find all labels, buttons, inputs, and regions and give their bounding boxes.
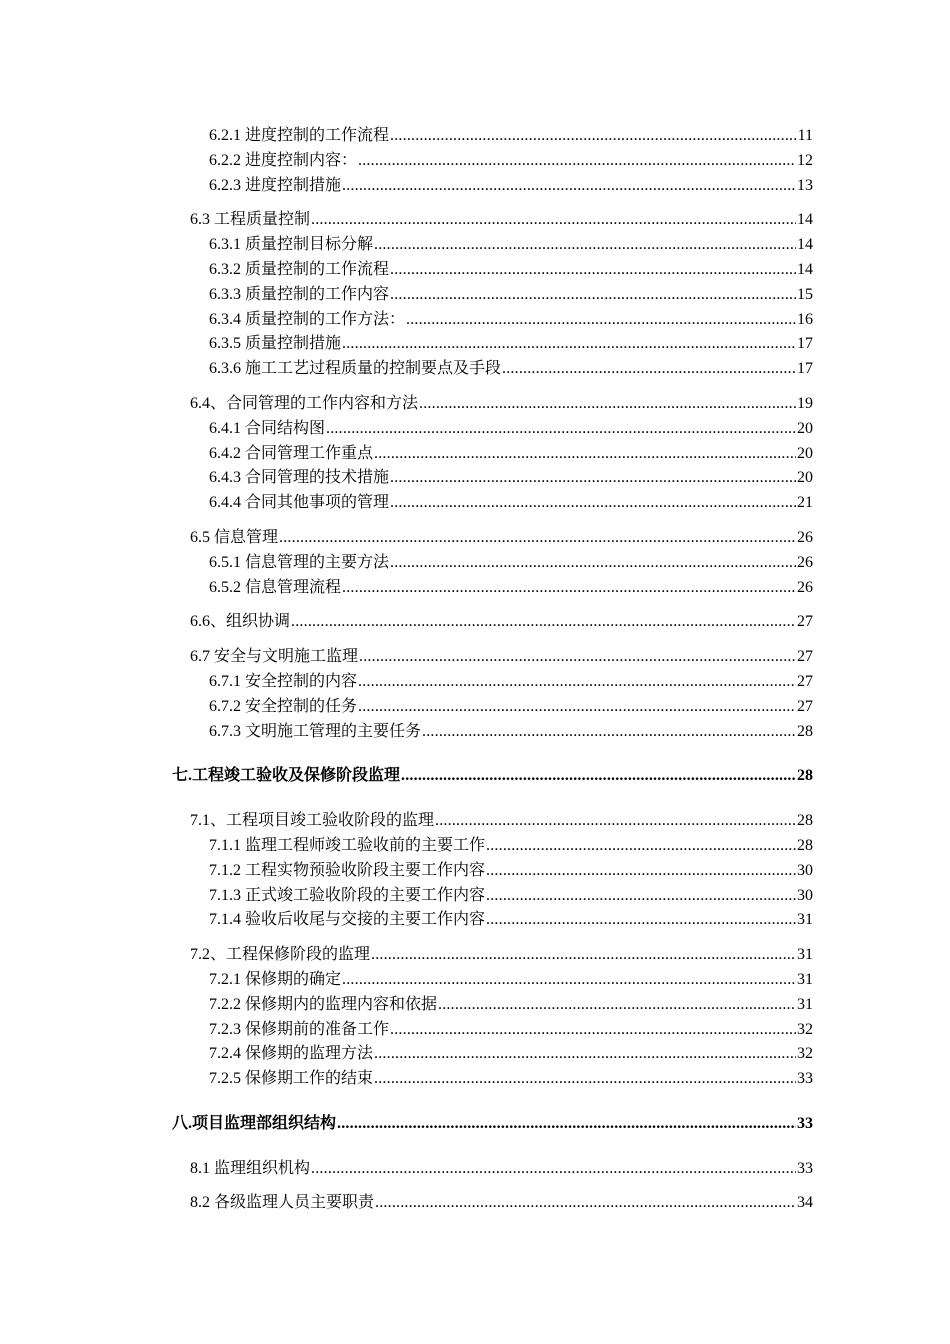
- toc-entry[interactable]: [190, 1157, 813, 1182]
- toc-entry-title: 6.3 工程质量控制: [190, 211, 311, 229]
- toc-entry-page-number: 31: [797, 970, 813, 988]
- toc-entry[interactable]: [209, 859, 813, 884]
- toc-entry[interactable]: [172, 764, 813, 789]
- toc-dot-leader: [390, 466, 796, 491]
- toc-entry-title: 8.2 各级监理人员主要职责: [190, 1194, 375, 1212]
- toc-entry[interactable]: [172, 1112, 813, 1137]
- toc-dot-leader: [326, 417, 796, 442]
- toc-entry-title: 6.4.2 合同管理工作重点: [209, 444, 374, 462]
- toc-entry-title: 6.5 信息管理: [190, 528, 279, 546]
- toc-entry-title: 6.4、合同管理的工作内容和方法: [190, 394, 419, 412]
- toc-dot-leader: [342, 174, 796, 199]
- toc-entry[interactable]: [209, 834, 813, 859]
- toc-entry-page-number: 30: [797, 861, 813, 879]
- toc-entry-title: 6.4.1 合同结构图: [209, 419, 326, 437]
- toc-entry-page-number: 26: [797, 578, 813, 596]
- toc-entry[interactable]: [209, 670, 813, 695]
- toc-entry-title: 6.3.1 质量控制目标分解: [209, 236, 374, 254]
- toc-entry-page-number: 26: [797, 528, 813, 546]
- toc-entry[interactable]: [190, 610, 813, 635]
- toc-entry-title: 6.2.1 进度控制的工作流程: [209, 127, 390, 144]
- toc-entry-title: 7.2.1 保修期的确定: [209, 970, 342, 988]
- toc-entry[interactable]: [209, 442, 813, 467]
- toc-dot-leader: [342, 968, 796, 993]
- toc-entry[interactable]: [190, 526, 813, 551]
- toc-entry-page-number: 33: [797, 1070, 813, 1088]
- toc-entry-title: 6.7.1 安全控制的内容: [209, 672, 358, 690]
- toc-entry[interactable]: [209, 695, 813, 720]
- toc-entry[interactable]: [209, 233, 813, 258]
- toc-entry-title: 6.7 安全与文明施工监理: [190, 648, 359, 666]
- toc-entry[interactable]: [209, 1042, 813, 1067]
- toc-dot-leader: [374, 1042, 796, 1067]
- toc-entry-title: 7.1.2 工程实物预验收阶段主要工作内容: [209, 861, 486, 879]
- toc-entry-page-number: 31: [797, 946, 813, 964]
- toc-entry-title: 7.1、工程项目竣工验收阶段的监理: [190, 812, 435, 830]
- toc-entry-page-number: 21: [797, 494, 813, 512]
- toc-dot-leader: [374, 1067, 796, 1092]
- toc-entry-page-number: 28: [797, 722, 813, 740]
- toc-dot-leader: [406, 308, 796, 333]
- toc-entry-page-number: 31: [797, 911, 813, 929]
- toc-entry[interactable]: [190, 1191, 813, 1216]
- toc-entry-page-number: 20: [797, 444, 813, 462]
- toc-dot-leader: [502, 357, 796, 382]
- toc-dot-leader: [291, 610, 796, 635]
- toc-entry-page-number: 28: [797, 836, 813, 854]
- toc-entry-title: 八.项目监理部组织结构: [172, 1114, 337, 1132]
- toc-dot-leader: [342, 332, 796, 357]
- toc-entry-title: 6.4.3 合同管理的技术措施: [209, 469, 390, 487]
- toc-entry-title: 7.2.5 保修期工作的结束: [209, 1070, 374, 1088]
- toc-dot-leader: [486, 884, 796, 909]
- toc-entry[interactable]: [209, 720, 813, 745]
- toc-entry-page-number: 28: [797, 767, 813, 785]
- toc-dot-leader: [390, 1018, 796, 1043]
- toc-entry-title: 6.5.2 信息管理流程: [209, 578, 342, 596]
- toc-entry[interactable]: [190, 645, 813, 670]
- toc-entry-page-number: 16: [797, 310, 813, 328]
- toc-entry-title: 6.4.4 合同其他事项的管理: [209, 494, 390, 512]
- toc-entry-page-number: 20: [797, 469, 813, 487]
- toc-dot-leader: [279, 526, 796, 551]
- toc-entry-page-number: 13: [797, 176, 813, 194]
- toc-entry[interactable]: [209, 466, 813, 491]
- toc-entry[interactable]: [209, 308, 813, 333]
- toc-dot-leader: [401, 764, 796, 789]
- toc-dot-leader: [371, 943, 796, 968]
- toc-entry[interactable]: [209, 357, 813, 382]
- toc-entry-page-number: 26: [797, 553, 813, 571]
- toc-dot-leader: [390, 124, 797, 149]
- toc-entry[interactable]: [209, 417, 813, 442]
- toc-dot-leader: [374, 442, 796, 467]
- toc-entry-page-number: 31: [797, 995, 813, 1013]
- toc-entry-page-number: 11: [797, 127, 813, 144]
- toc-dot-leader: [486, 834, 796, 859]
- toc-entry-page-number: 12: [797, 151, 813, 169]
- toc-entry-page-number: 17: [797, 335, 813, 353]
- toc-entry[interactable]: [190, 943, 813, 968]
- toc-dot-leader: [390, 283, 796, 308]
- toc-entry-page-number: 32: [797, 1020, 813, 1038]
- toc-entry[interactable]: [209, 149, 813, 174]
- toc-entry[interactable]: [209, 993, 813, 1018]
- toc-entry[interactable]: [209, 1018, 813, 1043]
- toc-entry-page-number: 14: [797, 211, 813, 229]
- toc-entry-page-number: 15: [797, 285, 813, 303]
- toc-dot-leader: [358, 149, 796, 174]
- toc-entry-page-number: 14: [797, 260, 813, 278]
- toc-entry-title: 6.5.1 信息管理的主要方法: [209, 553, 390, 571]
- toc-entry-title: 6.6、组织协调: [190, 613, 291, 631]
- toc-entry[interactable]: [209, 258, 813, 283]
- toc-dot-leader: [435, 809, 796, 834]
- toc-entry-title: 6.3.5 质量控制措施: [209, 335, 342, 353]
- toc-entry-page-number: 20: [797, 419, 813, 437]
- toc-entry[interactable]: [190, 392, 813, 417]
- toc-entry-page-number: 27: [797, 613, 813, 631]
- toc-dot-leader: [486, 859, 796, 884]
- toc-entry-title: 7.1.4 验收后收尾与交接的主要工作内容: [209, 911, 486, 929]
- toc-dot-leader: [438, 993, 796, 1018]
- toc-entry[interactable]: [209, 491, 813, 516]
- toc-entry[interactable]: [209, 968, 813, 993]
- toc-dot-leader: [358, 670, 796, 695]
- toc-dot-leader: [311, 208, 796, 233]
- toc-entry-title: 6.3.6 施工工艺过程质量的控制要点及手段: [209, 360, 502, 378]
- toc-entry[interactable]: [209, 174, 813, 199]
- toc-dot-leader: [358, 695, 796, 720]
- toc-entry-page-number: 33: [797, 1159, 813, 1177]
- toc-entry-title: 七.工程竣工验收及保修阶段监理: [172, 767, 401, 785]
- toc-entry-title: 7.2、工程保修阶段的监理: [190, 946, 371, 964]
- toc-entry-title: 7.2.2 保修期内的监理内容和依据: [209, 995, 438, 1013]
- toc-entry[interactable]: [209, 884, 813, 909]
- toc-dot-leader: [342, 576, 796, 601]
- toc-entry-page-number: 27: [797, 672, 813, 690]
- toc-entry-title: 7.2.3 保修期前的准备工作: [209, 1020, 390, 1038]
- toc-entry[interactable]: [209, 908, 813, 933]
- toc-dot-leader: [419, 392, 796, 417]
- toc-entry-title: 6.2.3 进度控制措施: [209, 176, 342, 194]
- toc-entry-title: 6.3.2 质量控制的工作流程: [209, 260, 390, 278]
- toc-entry-title: 7.1.3 正式竣工验收阶段的主要工作内容: [209, 886, 486, 904]
- table-of-contents: [0, 124, 950, 1216]
- toc-entry-page-number: 28: [797, 812, 813, 830]
- toc-dot-leader: [390, 551, 796, 576]
- toc-dot-leader: [359, 645, 796, 670]
- toc-entry[interactable]: [209, 576, 813, 601]
- toc-entry[interactable]: [209, 283, 813, 308]
- toc-entry-page-number: 27: [797, 648, 813, 666]
- toc-entry[interactable]: [209, 1067, 813, 1092]
- toc-entry[interactable]: [209, 551, 813, 576]
- toc-entry[interactable]: [190, 208, 813, 233]
- toc-dot-leader: [422, 720, 796, 745]
- toc-entry-page-number: 19: [797, 394, 813, 412]
- toc-dot-leader: [337, 1112, 796, 1137]
- toc-entry-page-number: 34: [797, 1194, 813, 1212]
- toc-entry-page-number: 17: [797, 360, 813, 378]
- toc-entry-page-number: 32: [797, 1045, 813, 1063]
- toc-entry-title: 7.2.4 保修期的监理方法: [209, 1045, 374, 1063]
- toc-entry-title: 6.3.4 质量控制的工作方法：: [209, 310, 406, 328]
- toc-dot-leader: [375, 1191, 796, 1216]
- toc-entry[interactable]: [209, 124, 813, 149]
- toc-entry-page-number: 14: [797, 236, 813, 254]
- toc-entry-title: 6.7.3 文明施工管理的主要任务: [209, 722, 422, 740]
- toc-dot-leader: [311, 1157, 796, 1182]
- toc-dot-leader: [390, 258, 796, 283]
- toc-dot-leader: [390, 491, 796, 516]
- toc-entry-page-number: 33: [797, 1114, 813, 1132]
- toc-entry[interactable]: [209, 332, 813, 357]
- toc-entry-page-number: 30: [797, 886, 813, 904]
- toc-entry[interactable]: [190, 809, 813, 834]
- toc-entry-title: 6.2.2 进度控制内容：: [209, 151, 358, 169]
- toc-entry-page-number: 27: [797, 697, 813, 715]
- toc-dot-leader: [374, 233, 796, 258]
- toc-entry-title: 6.7.2 安全控制的任务: [209, 697, 358, 715]
- toc-entry-title: 7.1.1 监理工程师竣工验收前的主要工作: [209, 836, 486, 854]
- toc-entry-title: 8.1 监理组织机构: [190, 1159, 311, 1177]
- toc-entry-title: 6.3.3 质量控制的工作内容: [209, 285, 390, 303]
- toc-dot-leader: [486, 908, 796, 933]
